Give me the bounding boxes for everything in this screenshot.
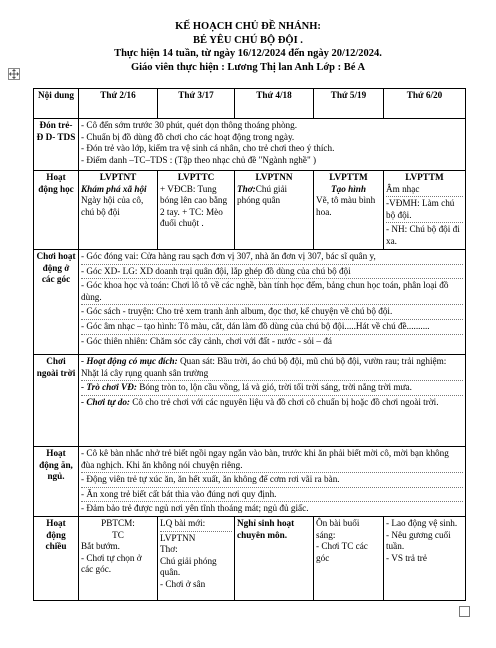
- day-monday: Thứ 2/16: [79, 89, 158, 119]
- study-subject: Tạo hình: [331, 183, 366, 194]
- study-area-title: LVPTTC: [177, 172, 215, 182]
- corners-content: [79, 250, 466, 355]
- corner-item: - Góc XD- LG: XD doanh trại quân đội, lắp ghép đồ dùng của chú bộ đội: [81, 266, 463, 280]
- theme-title: BÉ YÊU CHÚ BỘ ĐỘI .: [193, 34, 303, 46]
- meal-content: [79, 447, 466, 517]
- corner-item: - Góc khoa học và toán: Chơi lô tô về các nghề, bàn tính học đếm, bảng chun học toán, phân loại đồ dùng.: [81, 280, 463, 305]
- afternoon-label: Hoạt động chiều: [34, 516, 79, 600]
- plan-title: KẾ HOẠCH CHỦ ĐỀ NHÁNH:: [175, 21, 321, 32]
- table-resize-handle[interactable]: [459, 606, 470, 617]
- day-wednesday: Thứ 4/18: [235, 89, 314, 119]
- afternoon-text: - Lao động vệ sinh.: [386, 517, 458, 528]
- corner-item: - Góc sách - truyện: Cho trẻ xem tranh ảnh album, đọc thơ, kể chuyện về chú bộ đội.: [81, 306, 463, 320]
- study-cell-tuesday: [158, 171, 235, 250]
- study-area-title: LVPTTM: [329, 172, 368, 182]
- meal-line: - Động viên trẻ tự xúc ăn, ăn hết xuất, ăn không để cơm rơi vãi ra bàn.: [81, 474, 463, 488]
- document-header: [0, 20, 496, 74]
- study-topic-2: - NH: Chú bộ đội đi xa.: [386, 224, 460, 246]
- outdoor-purpose: [81, 356, 463, 381]
- study-area-title: LVPTNT: [99, 172, 137, 182]
- study-cell-thursday: [314, 171, 384, 250]
- study-cell-wednesday: [235, 171, 314, 250]
- afternoon-text: - Nêu gương cuối tuần.: [386, 529, 451, 552]
- welcome-row: [34, 119, 466, 171]
- corner-item: - Góc đóng vai: Cửa hàng rau sạch đơn vị 307, nhà ăn đơn vị 307, bác sĩ quân y,: [81, 251, 463, 265]
- afternoon-text: - Chơi TC các góc: [316, 541, 368, 563]
- afternoon-text: PBTCM:: [101, 517, 135, 528]
- outdoor-games-text: Bóng tròn to, lộn cầu vồng, lá và gió, trời tối trời sáng, trời nắng trời mưa.: [139, 382, 412, 393]
- meal-line: - Ăn xong trẻ biết cất bát thìa vào đúng nơi quy định.: [81, 489, 463, 503]
- table-move-handle-icon[interactable]: [8, 68, 20, 80]
- study-row: [34, 171, 466, 250]
- corners-label: Chơi hoạt động ở các góc: [34, 250, 79, 355]
- afternoon-cell-wednesday: [235, 516, 314, 600]
- afternoon-text: TC: [112, 529, 124, 540]
- meal-line: - Cô kê bàn nhắc nhở trẻ biết ngồi ngay ngắn vào bàn, trước khi ăn phải biết mời cô, mời bạn không đùa nghịch. Khi ăn không nói chuyện riêng.: [81, 448, 463, 473]
- welcome-line: - Đón trẻ vào lớp, kiểm tra vệ sinh cá nhân, cho trẻ chơi theo ý thích.: [81, 143, 335, 154]
- teacher-class: Giáo viên thực hiện : Lương Thị lan Anh Lớp : Bé A: [130, 61, 366, 73]
- study-topic: -VĐMH: Làm chú bộ đội.: [386, 198, 463, 223]
- afternoon-text: Chú giải phóng quân.: [160, 555, 217, 578]
- study-label: Hoạt động học: [34, 171, 79, 250]
- afternoon-cell-thursday: [314, 516, 384, 600]
- study-subject: Thơ:: [237, 183, 256, 194]
- outdoor-label: Chơi ngoài trời: [34, 355, 79, 447]
- outdoor-free-title: - Chơi tự do:: [81, 396, 133, 407]
- corner-item: - Góc thiên nhiên: Chăm sóc cây cảnh, chơi với đất - nước - sỏi – đá: [81, 335, 332, 346]
- welcome-line: - Cô đến sớm trước 30 phút, quét dọn thông thoáng phòng.: [81, 120, 298, 130]
- welcome-line: - Chuẩn bị đồ dùng đồ chơi cho các hoạt động trong ngày.: [81, 131, 295, 142]
- study-area-title: LVPTTM: [405, 172, 444, 182]
- study-cell-friday: [384, 171, 466, 250]
- afternoon-text: Ôn bài buổi sáng:: [316, 517, 360, 540]
- outdoor-games-title: - Trò chơi VĐ:: [81, 382, 140, 393]
- day-thursday: Thứ 5/19: [314, 89, 384, 119]
- outdoor-purpose-title: - Hoạt động có mục đích:: [81, 356, 181, 366]
- weekly-plan-table: [33, 88, 466, 601]
- meal-line: - Đảm bảo trẻ được ngủ nơi yên tĩnh thoáng mát; ngủ đủ giấc.: [81, 503, 309, 514]
- meal-row: [34, 447, 466, 517]
- outdoor-row: [34, 355, 466, 447]
- outdoor-content: [79, 355, 466, 447]
- study-topic: Ngày hội của cô, chú bộ đội: [81, 195, 144, 217]
- afternoon-text: LQ bài mới:: [160, 518, 232, 532]
- afternoon-cell-friday: [384, 516, 466, 600]
- afternoon-text: LVPTNN: [160, 532, 196, 543]
- afternoon-text: - Chơi ở sân: [160, 578, 206, 589]
- corners-row: [34, 250, 466, 355]
- study-topic: + VĐCB: Tung bóng lên cao bằng 2 tay. + TC: Mèo đuổi chuột .: [160, 183, 228, 229]
- welcome-line: - Điểm danh –TC–TDS : (Tập theo nhạc chủ đề "Ngành nghề" ): [81, 154, 317, 165]
- afternoon-cell-monday: [79, 516, 158, 600]
- afternoon-row: [34, 516, 466, 600]
- header-row: [34, 89, 466, 119]
- study-cell-monday: [79, 171, 158, 250]
- study-topic: Chú giải phóng quân: [237, 183, 288, 206]
- welcome-content: [79, 119, 466, 171]
- study-topic: Vẽ, tô màu bình hoa.: [316, 195, 376, 217]
- corner-item: - Góc âm nhạc – tạo hình: Tô màu, cắt, dán làm đồ dùng của chú bộ đội.....Hát về chú đề..........: [81, 321, 463, 335]
- afternoon-text: - Chơi tự chọn ở các góc.: [81, 552, 142, 575]
- outdoor-games: [81, 382, 463, 396]
- date-range: Thực hiện 14 tuần, từ ngày 16/12/2024 đến ngày 20/12/2024.: [114, 48, 382, 59]
- welcome-label: Đón trẻ- Đ D- TDS: [34, 119, 79, 171]
- outdoor-purpose-text: Quan sát: Bầu trời, áo chú bộ đội, mũ chú bộ đội, vườn rau; trải nghiệm: Nhặt lá cây rụng quanh sân trường: [81, 356, 447, 378]
- content-header-cell: Nội dung: [34, 89, 79, 119]
- day-friday: Thứ 6/20: [384, 89, 466, 119]
- study-subject: Âm nhạc: [386, 184, 463, 198]
- outdoor-free-text: Cô cho trẻ chơi với các nguyên liệu và đồ chơi cô chuẩn bị hoặc đồ chơi ngoài trời.: [132, 396, 439, 407]
- day-tuesday: Thứ 3/17: [158, 89, 235, 119]
- afternoon-text: Bắt bướm.: [81, 541, 120, 552]
- outdoor-free-play: [81, 397, 463, 409]
- afternoon-text: Thơ:: [160, 544, 178, 555]
- meal-label: Hoạt động ăn, ngủ.: [34, 447, 79, 517]
- study-subject: Khám phá xã hội: [81, 183, 147, 194]
- afternoon-cell-tuesday: [158, 516, 235, 600]
- afternoon-text: Nghỉ sinh hoạt chuyên môn.: [237, 517, 295, 540]
- afternoon-text: - VS trả trẻ: [386, 552, 427, 563]
- study-area-title: LVPTNN: [255, 172, 293, 182]
